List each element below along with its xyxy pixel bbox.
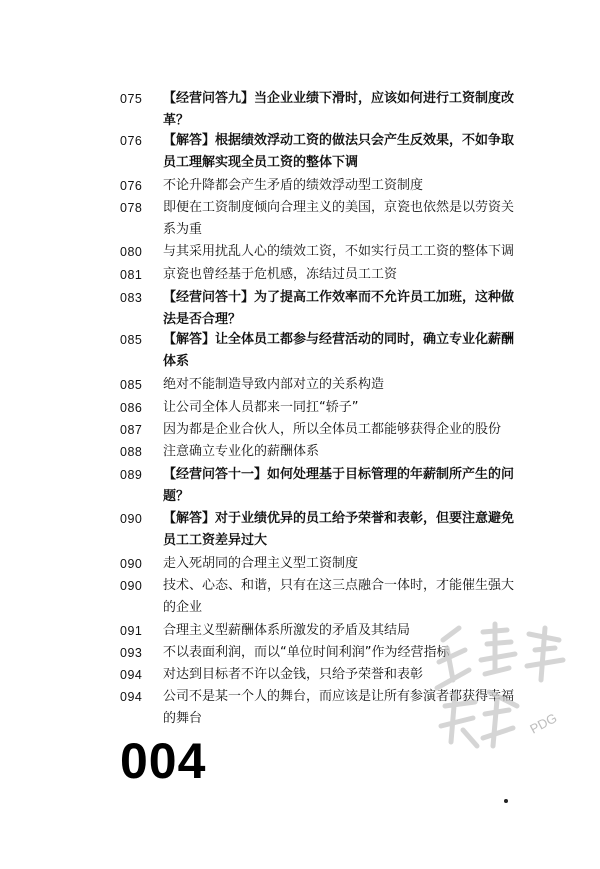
seal-glyph bbox=[441, 694, 477, 746]
toc-page-ref: 080 bbox=[120, 245, 143, 259]
toc-entry-title: 不以表面利润，而以“单位时间利润”作为经营指标 bbox=[163, 645, 450, 660]
toc-page-ref: 076 bbox=[120, 179, 143, 193]
toc-page-ref: 078 bbox=[120, 201, 143, 215]
seal-glyph bbox=[481, 624, 515, 674]
toc-entry-title: 【经营问答十一】如何处理基于目标管理的年薪制所产生的问题？ bbox=[163, 467, 515, 504]
pdg-watermark-seal bbox=[425, 610, 575, 760]
toc-entry-title: 【经营问答九】当企业业绩下滑时，应该如何进行工资制度改革？ bbox=[163, 91, 515, 128]
toc-entry-title: 与其采用扰乱人心的绩效工资，不如实行员工工资的整体下调 bbox=[163, 244, 515, 259]
seal-glyph bbox=[527, 628, 563, 680]
toc-entry-title: 合理主义型薪酬体系所激发的矛盾及其结局 bbox=[163, 623, 411, 638]
toc-entry-title: 因为都是企业合伙人，所以全体员工都能够获得企业的股份 bbox=[163, 422, 502, 437]
toc-entry-title: 注意确立专业化的薪酬体系 bbox=[163, 444, 320, 459]
toc-entry-title: 【经营问答十】为了提高工作效率而不允许员工加班，这种做法是否合理？ bbox=[163, 290, 515, 327]
toc-page-ref: 090 bbox=[120, 512, 143, 526]
toc-page-ref: 094 bbox=[120, 668, 143, 682]
page-number: 004 bbox=[120, 733, 207, 789]
toc-entry-title: 对达到目标者不许以金钱，只给予荣誉和表彰 bbox=[163, 667, 424, 682]
toc-page-ref: 075 bbox=[120, 92, 143, 106]
seal-glyph bbox=[483, 692, 517, 746]
toc-page-ref: 093 bbox=[120, 646, 143, 660]
toc-page-ref: 076 bbox=[120, 134, 143, 148]
toc-page-ref: 094 bbox=[120, 690, 143, 704]
toc-page-ref: 087 bbox=[120, 423, 143, 437]
toc-entry-title: 不论升降都会产生矛盾的绩效浮动型工资制度 bbox=[163, 178, 424, 193]
toc-entry-title: 【解答】对于业绩优异的员工给予荣誉和表彰，但要注意避免员工工资差异过大 bbox=[163, 511, 515, 548]
watermark-text: PDG bbox=[527, 710, 560, 737]
seal-glyph bbox=[437, 628, 469, 688]
toc-entry-title: 【解答】根据绩效浮动工资的做法只会产生反效果，不如争取员工理解实现全员工资的整体下调 bbox=[163, 133, 515, 170]
toc-entry-title: 技术、心态、和谐，只有在这三点融合一体时，才能催生强大的企业 bbox=[163, 578, 515, 615]
toc-page-ref: 085 bbox=[120, 378, 143, 392]
toc-page-ref: 083 bbox=[120, 291, 143, 305]
toc-page-ref: 091 bbox=[120, 624, 143, 638]
footer-dot bbox=[504, 799, 508, 803]
toc-page-ref: 081 bbox=[120, 268, 143, 282]
toc-entry-title: 走入死胡同的合理主义型工资制度 bbox=[163, 556, 359, 571]
toc-entry-title: 即便在工资制度倾向合理主义的美国，京瓷也依然是以劳资关系为重 bbox=[163, 200, 515, 237]
toc-page-ref: 088 bbox=[120, 445, 143, 459]
toc-page-ref: 090 bbox=[120, 579, 143, 593]
toc-page-ref: 090 bbox=[120, 557, 143, 571]
toc-entry-title: 【解答】让全体员工都参与经营活动的同时，确立专业化薪酬体系 bbox=[163, 332, 515, 369]
toc-entry-title: 公司不是某一个人的舞台，而应该是让所有参演者都获得幸福的舞台 bbox=[163, 689, 515, 726]
toc-page-ref: 085 bbox=[120, 333, 143, 347]
toc-page-ref: 089 bbox=[120, 468, 143, 482]
toc-entry-title: 京瓷也曾经基于危机感，冻结过员工工资 bbox=[163, 267, 398, 282]
toc-entry-title: 绝对不能制造导致内部对立的关系构造 bbox=[163, 377, 385, 392]
toc-entry-title: 让公司全体人员都来一同扛“轿子” bbox=[163, 400, 359, 415]
toc-page-ref: 086 bbox=[120, 401, 143, 415]
